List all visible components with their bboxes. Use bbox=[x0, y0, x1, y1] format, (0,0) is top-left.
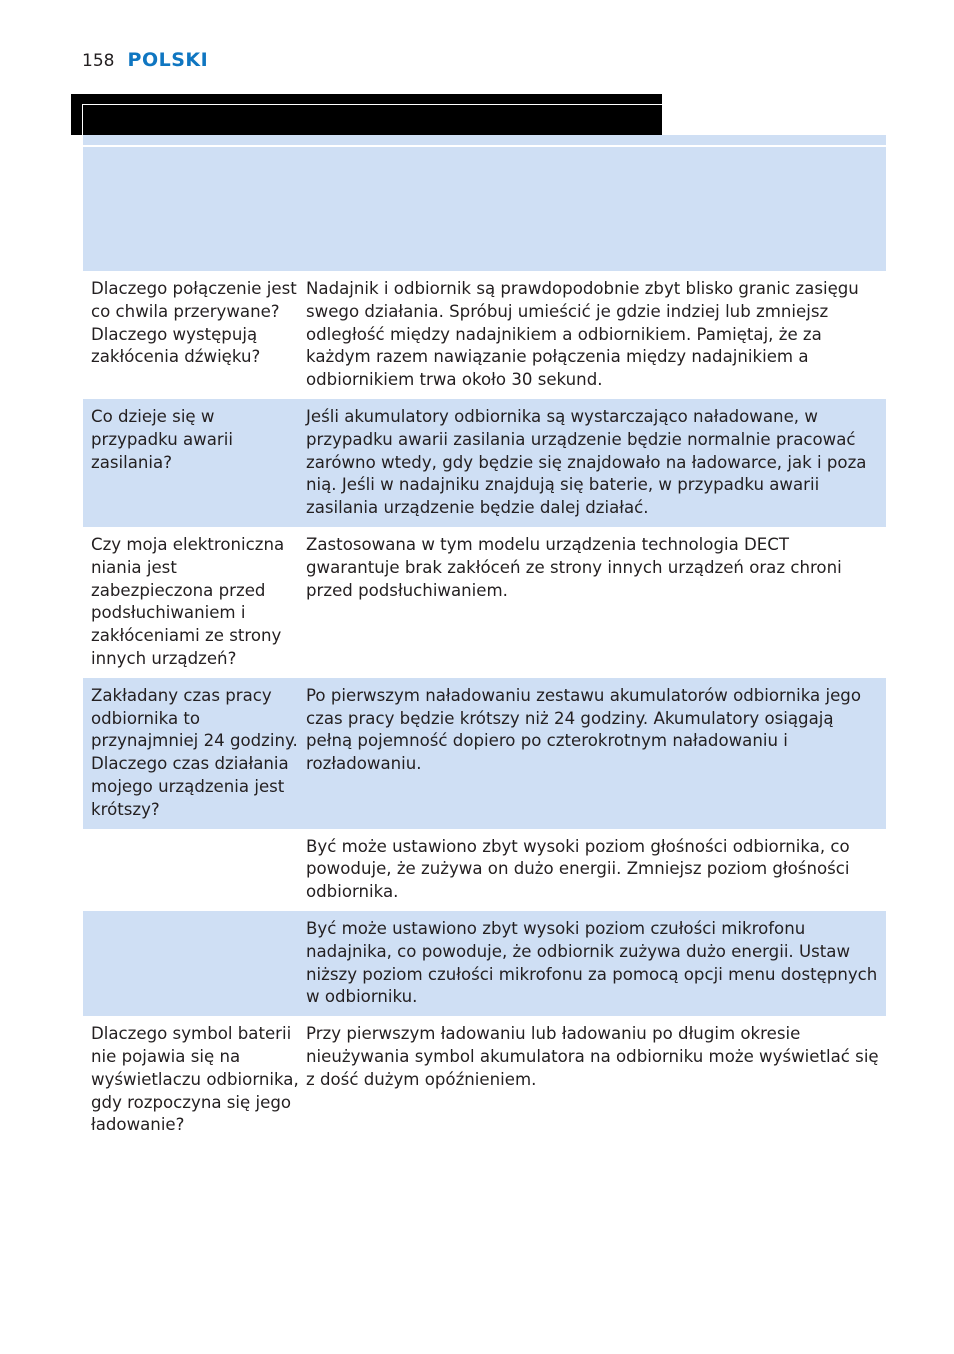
faq-row bbox=[83, 678, 886, 829]
faq-answer: Nadajnik i odbiornik są prawdopodobnie zbyt blisko granic zasięgu swego działania. Spróbuj umieścić je gdzie indziej lub zmniejsz odległość między nadajnikiem a odbiornikiem. Pamiętaj, że za każdym razem nawiązanie połączenia między nadajnikiem a odbiornikiem trwa około 30 sekund. bbox=[306, 279, 859, 390]
section-heading-bar bbox=[71, 94, 662, 135]
faq-row bbox=[83, 527, 886, 678]
faq-answer: Po pierwszym naładowaniu zestawu akumulatorów odbiornika jego czas pracy będzie krótszy niż 24 godziny. Akumulatory osiągają pełną pojemność dopiero po czterokrotnym naładowaniu i rozładowaniu. bbox=[306, 685, 861, 774]
faq-question: Co dzieje się w przypadku awarii zasilania? bbox=[91, 406, 233, 472]
faq-table bbox=[83, 271, 886, 1144]
faq-question bbox=[83, 918, 306, 1009]
faq-row bbox=[83, 271, 886, 399]
faq-question: Czy moja elektroniczna niania jest zabezpieczona przed podsłuchiwaniem i zakłóceniami ze strony innych urządzeń? bbox=[91, 534, 285, 668]
faq-question: Zakładany czas pracy odbiornika to przynajmniej 24 godziny. Dlaczego czas działania mojego urządzenia jest krótszy? bbox=[91, 685, 298, 819]
page-number: 158 bbox=[82, 51, 115, 71]
section-title: POLSKI bbox=[127, 49, 209, 71]
faq-row bbox=[83, 399, 886, 527]
faq-answer: Przy pierwszym ładowaniu lub ładowaniu po długim okresie nieużywania symbol akumulatora na odbiorniku może wyświetlać się z dość dużym opóźnieniem. bbox=[306, 1024, 879, 1089]
faq-answer: Być może ustawiono zbyt wysoki poziom głośności odbiornika, co powoduje, że zużywa on dużo energii. Zmniejsz poziom głośności odbiornika. bbox=[306, 836, 850, 902]
faq-row bbox=[83, 1016, 886, 1144]
heading-bar-frame bbox=[82, 104, 662, 135]
faq-answer: Być może ustawiono zbyt wysoki poziom czułości mikrofonu nadajnika, co powoduje, że odbiornik zużywa dużo energii. Ustaw niższy poziom czułości mikrofonu za pomocą opcji menu dostępnych w odbiorniku. bbox=[306, 918, 878, 1007]
faq-row bbox=[83, 911, 886, 1016]
faq-answer: Jeśli akumulatory odbiornika są wystarczająco naładowane, w przypadku awarii zasilania urządzenie będzie normalnie pracować zarówno wtedy, gdy będzie się znajdowało na ładowarce, jak i poza nią. Jeśli w nadajniku znajdują się baterie, w przypadku awarii zasilania urządzenie będzie dalej działać. bbox=[306, 406, 867, 518]
table-header-divider bbox=[83, 145, 886, 147]
table-header-band bbox=[83, 135, 886, 271]
faq-question: Dlaczego symbol baterii nie pojawia się na wyświetlaczu odbiornika, gdy rozpoczyna się jego ładowanie? bbox=[91, 1024, 299, 1135]
page-header bbox=[82, 49, 208, 71]
faq-answer: Zastosowana w tym modelu urządzenia technologia DECT gwarantuje brak zakłóceń ze strony innych urządzeń oraz chroni przed podsłuchiwaniem. bbox=[306, 534, 842, 600]
faq-row bbox=[83, 829, 886, 911]
faq-question: Dlaczego połączenie jest co chwila przerywane? Dlaczego występują zakłócenia dźwięku? bbox=[91, 279, 297, 367]
faq-question bbox=[83, 836, 306, 904]
